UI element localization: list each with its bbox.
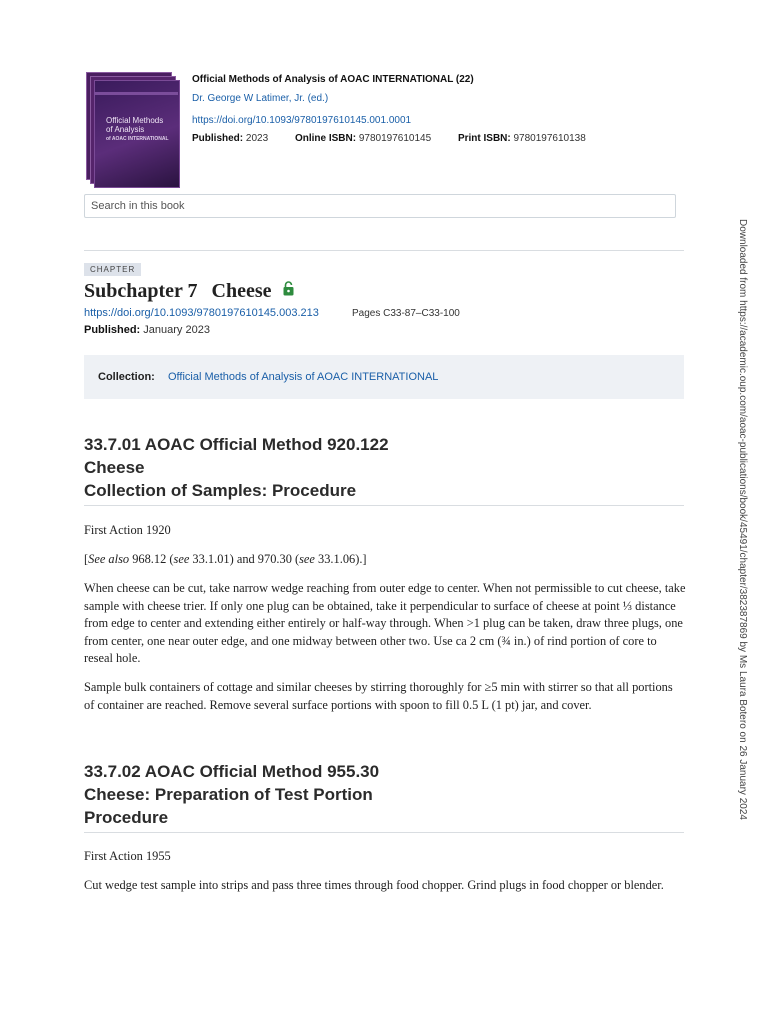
book-title: Official Methods of Analysis of AOAC INTERNATIONAL (22) [192,74,474,85]
divider [84,250,684,251]
book-editor-link[interactable]: Dr. George W Latimer, Jr. (ed.) [192,93,329,104]
collection-label: Collection: [98,371,155,383]
method-paragraph: Cut wedge test sample into strips and pass three times through food chopper. Grind plugs in food chopper or blender. [84,878,664,892]
book-print-isbn: Print ISBN: 9780197610138 [457,133,586,144]
chapter-pages: Pages C33-87–C33-100 [352,308,460,319]
chapter-name: Cheese [211,280,272,302]
chapter-title [84,280,294,303]
search-in-book-input[interactable]: Search in this book [84,194,676,218]
first-action-text: First Action 1920 [84,523,171,537]
download-watermark: Downloaded from https://academic.oup.com/aoac-publications/book/45491/chapter/382387869 by Ms Laura Botero on 26 January 2024 [737,219,748,820]
section-heading: 33.7.02 AOAC Official Method 955.30 Cheese: Preparation of Test Portion Procedure [84,762,380,827]
see-also-reference: [See also 968.12 (see 33.1.01) and 970.30 (see 33.1.06).] [84,552,367,566]
divider [84,832,684,833]
chapter-published: Published: January 2023 [84,324,210,336]
book-online-isbn: Online ISBN: 9780197610145 [294,133,432,144]
cover-front [94,80,180,188]
book-cover-image[interactable] [86,72,178,186]
cover-title: Official Methods of Analysis [106,116,164,134]
section-heading: 33.7.01 AOAC Official Method 920.122 Cheese Collection of Samples: Procedure [84,435,389,500]
book-published: Published: 2023 [192,133,269,144]
open-access-lock-icon [283,279,294,302]
cover-subtitle: of AOAC INTERNATIONAL [106,136,169,142]
book-doi-link[interactable]: https://doi.org/10.1093/9780197610145.001.0001 [192,115,412,126]
chapter-doi-link[interactable]: https://doi.org/10.1093/9780197610145.003.213 [84,307,319,319]
collection-link[interactable]: Official Methods of Analysis of AOAC INTERNATIONAL [168,371,439,383]
first-action-text: First Action 1955 [84,849,171,863]
method-paragraph: When cheese can be cut, take narrow wedge reaching from outer edge to center. When not permissible to cut cheese, take sample with cheese trier. If only one plug can be obtained, take it perpendicular to surface of cheese at point ⅓ distance from edge to center and extending either entirely or half-way through. When >1 plug can be taken, draw three plugs, one from center, one near outer edge, and one midway between other two. Use ca 2 cm (¾ in.) of rind portion of core to reseal hole. [84,581,686,666]
divider [84,505,684,506]
method-paragraph: Sample bulk containers of cottage and similar cheeses by stirring thoroughly for ≥5 min with stirrer so that all portions of container are reached. Remove several surface portions with spoon to fill 0.5 L (1 pt) jar, and cover. [84,680,673,712]
cover-band [94,92,178,95]
book-meta [192,133,610,144]
book-header [86,72,686,190]
collection-panel [84,355,684,399]
chapter-badge: CHAPTER [84,263,141,276]
subchapter-number: Subchapter 7 [84,280,198,302]
